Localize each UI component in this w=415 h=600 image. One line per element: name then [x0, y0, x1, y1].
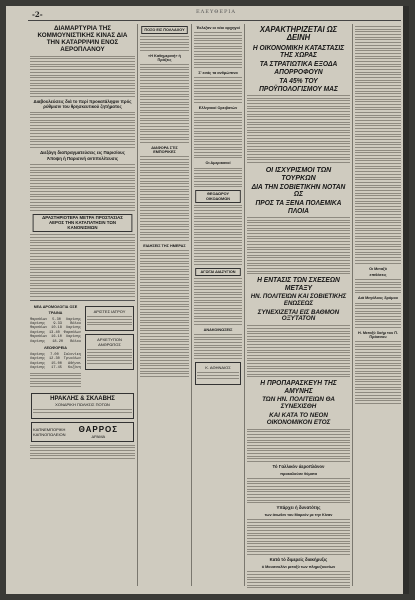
- headline-main: Η ΠΡΟΠΑΡΑΣΚΕΥΗ ΤΗΣ ΑΜΥΝΗΣ: [260, 380, 337, 395]
- timetable-cell: Λαρίσης: [30, 321, 46, 326]
- masthead: ΕΛΕΥΘΕΡΙΑ: [196, 9, 236, 15]
- timetable-cell: Κοζάνη: [68, 366, 81, 371]
- headline: Διά Μεγάλους δρόμου: [357, 295, 399, 301]
- timetable-cell: Φαρσάλων: [30, 326, 48, 331]
- article-body: [247, 429, 350, 462]
- headline-main: ΧΑΡΑΚΤΗΡΙΖΕΤΑΙ ΩΣ ΔΕΙΝΗ: [259, 25, 338, 43]
- headline: ΕΙΔΗΣΕΙΣ ΤΗΣ ΗΜΕΡΑΣ: [143, 242, 186, 248]
- column-divider: [137, 24, 138, 586]
- article-body: [247, 571, 350, 588]
- headline-main: ΠΡΟΣ ΤΑ ΞΕΝΑ ΠΟΛΕΜΙΚΑ ΠΛΟΙΑ: [255, 200, 342, 215]
- article-body: [30, 373, 81, 387]
- timetable-cell: Λαρίσης: [65, 326, 81, 331]
- headline: ΔΡΑΣΤΗΡΙΟΤΕΡΑ ΜΕΤΡΑ ΠΡΟΣΤΑΣΙΑΣ ΑΕΡΟΣ ΤΗΝ ΚΑΤΑΠΑΤΗΣΙΝ ΤΩΝ ΚΑΝΟΝΙΣΜΩΝ: [33, 214, 133, 232]
- timetable-cell: 10.18: [51, 326, 62, 331]
- timetable-cell: 15.00: [51, 361, 62, 366]
- subheadline: ό Μουσσολίνι μεταξύ των πληρεξουσίων: [261, 563, 336, 569]
- timetable-cell: Τρικάλων: [63, 357, 81, 362]
- article-body: [247, 217, 350, 274]
- timetable-cell: Λαρίσης: [30, 330, 46, 335]
- timetable-cell: Λαρίσης: [30, 361, 46, 366]
- subheadline: Υπάρχει ή δυνατότης: [276, 505, 321, 511]
- headline: «Η Καθημερινή» ή Πράξεις: [148, 52, 181, 62]
- headline-main: Η ΕΝΤΑΣΙΣ ΤΩΝ ΣΧΕΣΕΩΝ ΜΕΤΑΞΥ: [257, 277, 340, 292]
- schedule-and-ads: [30, 303, 135, 390]
- ad-title: ΗΡΑΚΛΗΣ & ΣΚΛΑΒΗΣ: [50, 395, 115, 402]
- headline: ΝΕΑ ΔΡΟΜΟΛΟΓΙΑ ΟΣΕ: [33, 304, 78, 310]
- headline: Ελληνικοί Ορειβατών: [198, 104, 238, 110]
- headline-main: Η ΟΙΚΟΝΟΜΙΚΗ ΚΑΤΑΣΤΑΣΙΣ ΤΗΣ ΧΩΡΑΣ: [252, 44, 345, 60]
- article-body: [140, 64, 189, 143]
- headline-main: ΤΑ 45% ΤΟΥ ΠΡΟΫΠΟΛΟΓΙΣΜΟΥ ΜΑΣ: [259, 78, 338, 93]
- article-body: [30, 234, 135, 297]
- article-body: [30, 112, 135, 148]
- timetable-cell: Λαρίσης: [30, 339, 46, 344]
- headline-main: ΣΥΝΕΧΙΖΕΤΑΙ ΕΙΣ ΒΑΘΜΟΝ ΟΞΥΤΑΤΟΝ: [257, 308, 340, 323]
- subheadline: προκαλούσε θύματα: [280, 470, 317, 476]
- timetable-cell: Λαρίσης: [65, 317, 81, 322]
- timetable-cell: Λαρίσης: [65, 335, 81, 340]
- advertisement: [31, 422, 134, 442]
- headline: ΑΝΑΚΟΙΝΩΣΕΙΣ: [203, 326, 233, 332]
- headline: Οι Μεταξύ: [369, 265, 387, 271]
- subheadline: των άνωθεν του Μαρεόν με την Κίναν: [264, 512, 333, 518]
- article-body: [194, 32, 242, 68]
- article-body: [355, 26, 401, 264]
- timetable-cell: Βόλου: [70, 321, 81, 326]
- article-body: [30, 56, 135, 97]
- table-title: ΤΡΑΙΝΑ: [48, 310, 63, 316]
- headline: ΑΓΩΓΑΙ ΔΙΑΖΥΓΙΟΝ: [195, 268, 241, 276]
- timetable-cell: Λαρίσης: [30, 352, 46, 357]
- column-left: [30, 24, 135, 588]
- column-right: [355, 24, 401, 588]
- headline: ΘΕΟΔΩΡΟΥ ΟΙΚΟΔΟΜΩΝ: [195, 190, 241, 202]
- headline-main: ΗΝ. ΠΟΛΙΤΕΙΩΝ ΚΑΙ ΣΟΒΙΕΤΙΚΗΣ ΕΝΩΣΕΩΣ: [250, 293, 347, 307]
- timetable-cell: 17.45: [51, 366, 62, 371]
- article-body: [194, 112, 242, 159]
- headline-main: ΤΑ ΣΤΡΑΤΙΩΤΙΚΑ ΕΞΟΔΑ ΑΠΟΡΡΟΦΟΥΝ: [259, 61, 338, 76]
- timetable-cell: Λαρίσης: [30, 357, 46, 362]
- article-body: [194, 334, 242, 359]
- column-second: [140, 24, 189, 588]
- headline: Άποψη ή Παρισινή αντιπολίτευσις: [46, 156, 119, 162]
- article-body: [30, 445, 135, 459]
- timetable-cell: 16.10: [51, 335, 62, 340]
- headline-main: ΚΑΙ ΚΑΤΑ ΤΟ ΝΕΟΝ ΟΙΚΟΝΟΜΙΚΟΝ ΕΤΟΣ: [266, 411, 331, 426]
- ad-text: Κ. ΑΘΗΝΑΙΟΣ: [205, 365, 231, 371]
- article-body: [355, 279, 401, 293]
- ad-text: ΑΡΧΕΤΥΠΟΝ ΑΝΘΡΩΠΟΣ: [97, 337, 122, 348]
- headline: επιθέσεις: [369, 271, 387, 277]
- timetable-cell: Φαρσάλων: [30, 335, 48, 340]
- article-body: [247, 325, 350, 377]
- article-body: [355, 303, 401, 328]
- page-number: -2-: [32, 10, 43, 19]
- column-divider: [244, 24, 245, 586]
- advertisement: [31, 393, 134, 419]
- subheadline: Τό Γαλλικόν άεροπλάνον: [272, 464, 325, 470]
- headline-main: ΔΙΑ ΤΗΝ ΣΟΒΙΕΤΙΚΗΝ ΝΟΤΑΝ ΩΣ: [251, 183, 346, 198]
- timetable-cell: 13.40: [49, 330, 60, 335]
- article-body: [194, 278, 242, 325]
- column-third: [194, 24, 242, 588]
- headline: Σ' εσάς τα ανθρώπινα: [198, 70, 238, 76]
- headline: ΠΟΣΟ ΕΙΣ ΠΟΛΛΑΧΟΥ: [141, 26, 188, 34]
- ad-subtitle: ΔΡΑΜΑ: [91, 433, 106, 439]
- timetable: [30, 353, 81, 371]
- top-rule: [28, 20, 401, 21]
- schedule-block: [30, 303, 81, 390]
- article-body: [140, 36, 189, 50]
- article-body: [140, 250, 189, 377]
- article-body: [194, 205, 242, 265]
- headline-main: ΟΙ ΙΣΧΥΡΙΣΜΟΙ ΤΩΝ ΤΟΥΡΚΩΝ: [265, 165, 332, 182]
- timetable-cell: 18.20: [52, 339, 64, 344]
- timetable-cell: Φαρσάλων: [30, 317, 48, 322]
- timetable-cell: 5.30: [52, 317, 61, 322]
- advertisement: [85, 334, 134, 369]
- headline: Διαβουλεύσεις διά το περί προκατάληψιν πρός ρύθμισιν του θρησκευτικού ζητήματος: [33, 99, 132, 109]
- timetable-row: [30, 366, 81, 370]
- newspaper-page: [6, 6, 409, 594]
- timetable-cell: Αθήναι: [68, 361, 81, 366]
- timetable-cell: Βόλου: [70, 339, 81, 344]
- article-body: [140, 156, 189, 240]
- column-divider: [352, 24, 353, 586]
- article-body: [355, 341, 401, 404]
- headline-main: ΤΩΝ ΗΝ. ΠΟΛΙΤΕΙΩΝ ΘΑ ΣΥΝΕΧΙΣΘΗ: [262, 396, 335, 411]
- ad-title: ΘΑΡΡΟΣ: [78, 424, 119, 434]
- advertisement: [195, 362, 241, 384]
- headline: ΔΙΑΦΟΡΑ ΣΤΙΣ ΕΜΠΟΡΙΚΕΣ: [151, 144, 178, 155]
- article-body: [30, 164, 135, 211]
- article-body: [194, 168, 242, 188]
- table-title: ΛΕΩΦΟΡΕΙΑ: [43, 345, 68, 351]
- timetable-cell: Φαρσάλων: [63, 330, 81, 335]
- article-body: [194, 77, 242, 102]
- page-edge-shadow: [403, 6, 409, 594]
- headline: ΔΙΑΜΑΡΤΥΡΙΑ ΤΗΣ ΚΟΜΜΟΥΝΙΣΤΙΚΗΣ ΚΙΝΑΣ ΔΙΑ ΤΗΝ ΚΑΤΑΡΡΙΨΙΝ ΕΝΟΣ ΑΕΡΟΠΛΑΝΟΥ: [37, 25, 128, 53]
- timetable-cell: Λαρίσης: [30, 366, 46, 371]
- article-body: [247, 519, 350, 555]
- ad-text: ΑΡΙΣΤΕΣ ΙΑΤΡΟΥ: [93, 309, 126, 315]
- column-main: [247, 24, 350, 588]
- timetable: [30, 318, 81, 345]
- subheadline: Κατά τό διμερείς διακήρυξις: [269, 557, 328, 563]
- headline: Διεξάγη διαπραγματεύσεις εις Παρισίους: [40, 149, 125, 155]
- ad-subtitle: ΧΟΝΔΡΙΚΗ ΠΩΛΗΣΙΣ ΠΟΤΩΝ: [55, 401, 110, 407]
- headline: Οι Αμερικανοί: [205, 160, 231, 166]
- timetable-cell: 9.33: [53, 321, 62, 326]
- timetable-cell: Σαλονίκη: [63, 352, 81, 357]
- timetable-row: [30, 340, 81, 344]
- headline: Έκλεξαν οι νέοι αρχηγοί: [196, 25, 240, 30]
- timetable-cell: 7.00: [50, 352, 59, 357]
- article-body: [247, 95, 350, 163]
- ads-block: [84, 303, 135, 390]
- advertisement: [85, 306, 134, 331]
- ad-left-text: ΚΑΠΝΕΜΠΟΡΙΚΗ ΚΑΠΝΟΠΩΛΕΙΟΝ: [33, 426, 66, 437]
- article-body: [247, 478, 350, 503]
- divider: [30, 300, 135, 301]
- column-divider: [191, 24, 192, 586]
- timetable-cell: 12.30: [49, 357, 60, 362]
- headline: Η. Μεταξύ δοήμ του Π. Πράσσου: [357, 329, 399, 339]
